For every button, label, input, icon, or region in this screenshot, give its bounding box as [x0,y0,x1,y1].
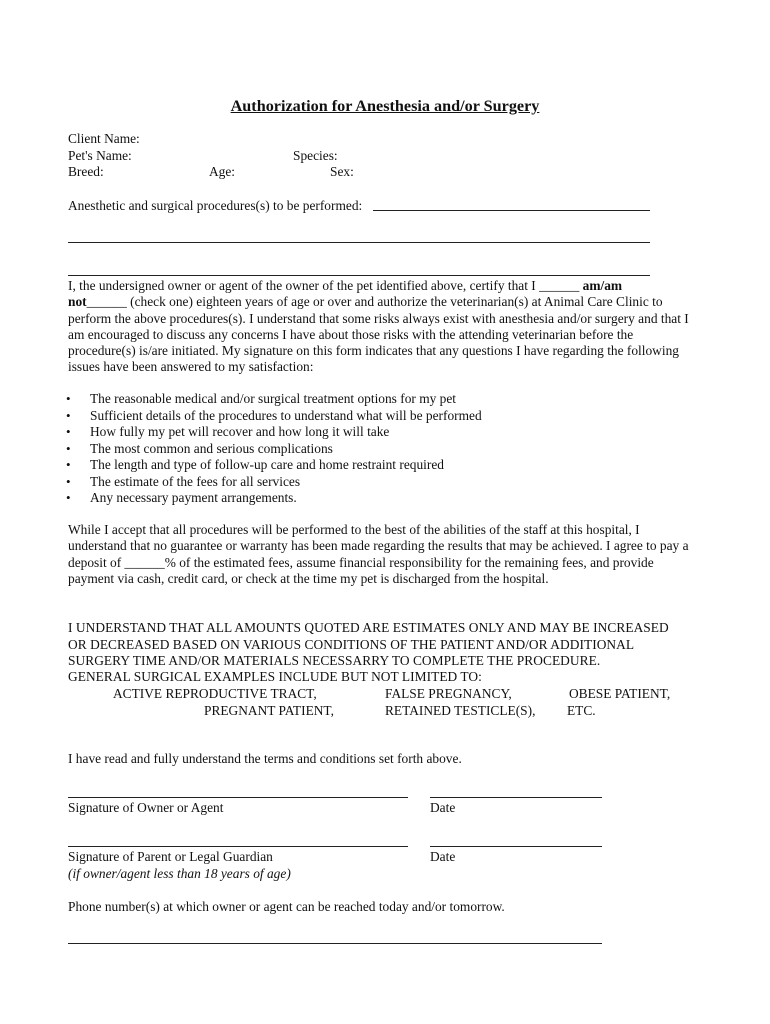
example-obese: OBESE PATIENT, [569,686,671,701]
list-item: • The estimate of the fees for all services [68,474,482,491]
certify-text-1: I, the undersigned owner or agent of the owner of the pet identified above, certify that I ______ [68,278,583,293]
example-reproductive: ACTIVE REPRODUCTIVE TRACT, [113,686,317,701]
procedures-label: Anesthetic and surgical procedures(s) to be performed: [68,198,363,213]
owner-date-line[interactable] [430,797,602,798]
guardian-signature-label: Signature of Parent or Legal Guardian [68,849,273,864]
am-am-label: am/am [582,278,623,293]
certify-paragraph [68,278,692,376]
pets-name-label: Pet's Name: [68,148,132,163]
date-label: Date [430,800,456,815]
list-item: • How fully my pet will recover and how long it will take [68,424,482,441]
guardian-note: (if owner/agent less than 18 years of age) [68,866,291,881]
date-label: Date [430,849,456,864]
procedures-line-1[interactable] [373,210,650,211]
procedures-line-2[interactable] [68,242,650,243]
example-testicle: RETAINED TESTICLE(S), [385,703,536,718]
caps-line-4: GENERAL SURGICAL EXAMPLES INCLUDE BUT NOT LIMITED TO: [68,669,482,684]
list-item: • The length and type of follow-up care and home restraint required [68,457,482,474]
breed-label: Breed: [68,164,104,179]
procedures-line-3[interactable] [68,275,650,276]
list-item: • The most common and serious complications [68,441,482,458]
not-label: not [68,294,87,310]
list-item: • Sufficient details of the procedures to understand what will be performed [68,408,482,425]
owner-signature-label: Signature of Owner or Agent [68,800,224,815]
guardian-signature-line[interactable] [68,846,408,847]
caps-line-2: OR DECREASED BASED ON VARIOUS CONDITIONS OF THE PATIENT AND/OR ADDITIONAL [68,637,635,652]
phone-label: Phone number(s) at which owner or agent can be reached today and/or tomorrow. [68,899,505,914]
owner-signature-line[interactable] [68,797,408,798]
guardian-date-line[interactable] [430,846,602,847]
sex-label: Sex: [330,164,354,179]
caps-line-1: I UNDERSTAND THAT ALL AMOUNTS QUOTED ARE ESTIMATES ONLY AND MAY BE INCREASED [68,620,669,635]
age-label: Age: [209,164,236,179]
accept-paragraph: While I accept that all procedures will be performed to the best of the abilities of the staff at this hospital, I understand that no guarantee or warranty has been made regarding the results that may be achieved. I agree to pay a deposit of ______% of the estimated fees, assume financial responsibility for the remaining fees, and provide payment via cash, credit card, or check at the time my pet is discharged from the hospital. [68,522,689,586]
client-name-label: Client Name: [68,131,140,146]
phone-line[interactable] [68,943,602,944]
example-etc: ETC. [567,703,596,718]
example-false-pregnancy: FALSE PREGNANCY, [385,686,512,701]
document-title: Authorization for Anesthesia and/or Surgery [230,97,540,115]
example-pregnant: PREGNANT PATIENT, [204,703,334,718]
certify-text-2: ______ (check one) eighteen years of age or over and authorize the veterinarian(s) at Animal Care Clinic to perform the above procedures(s). I understand that some risks always exist with anesthesia and/or surgery and that I am encouraged to discuss any concerns I have about those risks with the attending veterinarian before the procedure(s) is/are initiated. My signature on this form indicates that any questions I have regarding the following issues have been answered to my satisfaction: [68,294,689,375]
list-item: • Any necessary payment arrangements. [68,490,482,507]
caps-line-3: SURGERY TIME AND/OR MATERIALS NECESSARRY TO COMPLETE THE PROCEDURE. [68,653,601,668]
read-statement: I have read and fully understand the terms and conditions set forth above. [68,751,462,766]
issues-list [68,391,482,507]
species-label: Species: [293,148,338,163]
list-item: • The reasonable medical and/or surgical treatment options for my pet [68,391,482,408]
